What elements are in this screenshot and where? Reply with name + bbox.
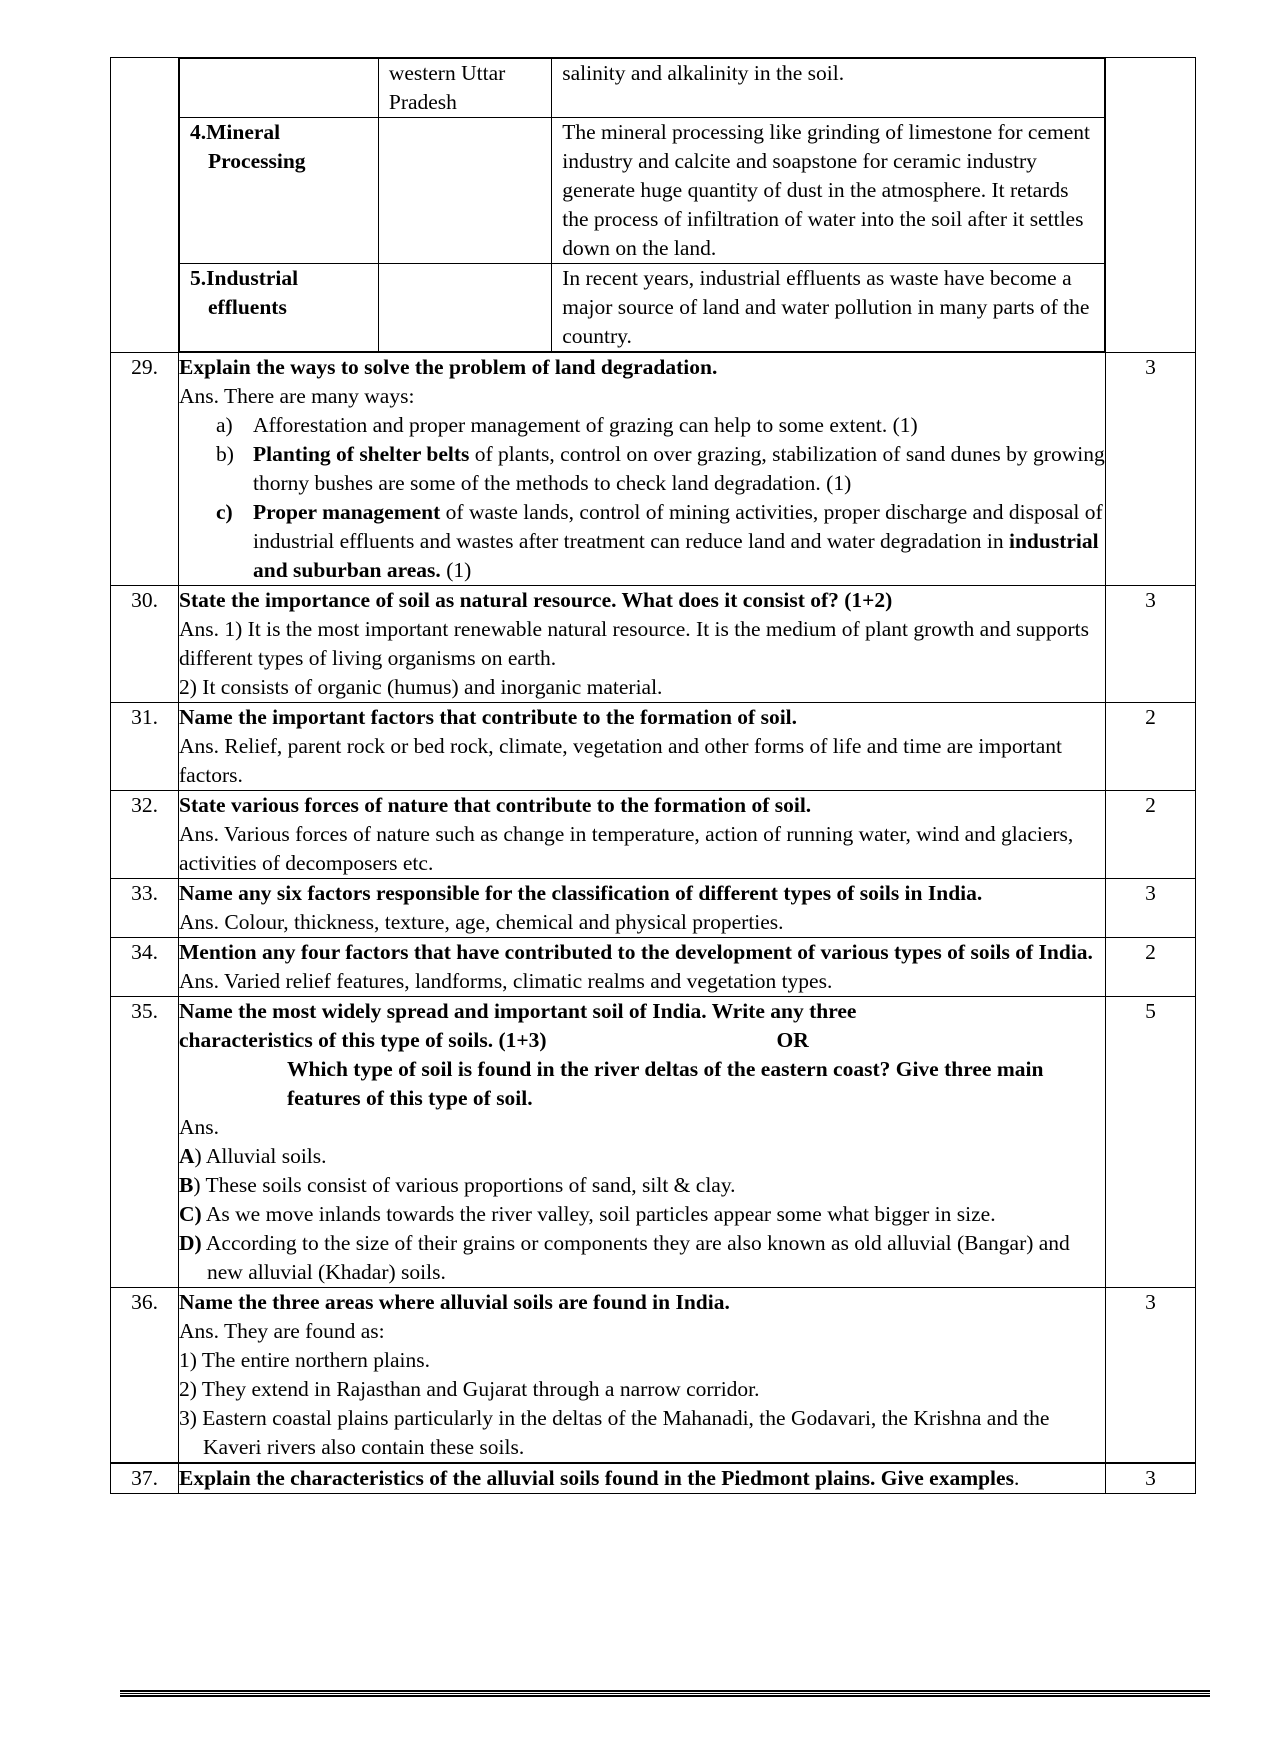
question-text: Name the most widely spread and important soil of India. Write any three xyxy=(179,999,857,1023)
question-text: Explain the characteristics of the alluvial soils found in the Piedmont plains. Give examples xyxy=(179,1466,1014,1490)
degradation-causes-table xyxy=(179,58,1105,352)
marks: 2 xyxy=(1106,791,1196,879)
questions-table xyxy=(110,57,1196,1494)
marks: 5 xyxy=(1106,997,1196,1288)
question-number: 33. xyxy=(111,879,179,938)
list-item: B) These soils consist of various proportions of sand, silt & clay. xyxy=(179,1173,736,1197)
answer-line: Ans. Various forces of nature such as change in temperature, action of running water, wind and glaciers, activities of decomposers etc. xyxy=(179,822,1074,875)
table-row xyxy=(111,791,1196,879)
list-item: c) Proper management of waste lands, control of mining activities, proper discharge and disposal of industrial effluents and wastes after treatment can reduce land and water degradation in industrial and suburban areas. (1) xyxy=(216,500,1103,582)
marks: 3 xyxy=(1106,1463,1196,1494)
question-number: 37. xyxy=(111,1463,179,1494)
table-row xyxy=(180,264,1105,352)
alternative-question: Which type of soil is found in the river deltas of the eastern coast? Give three main features of this type of soil. xyxy=(287,1057,1044,1110)
list-item: A) Alluvial soils. xyxy=(179,1144,327,1168)
question-number: 30. xyxy=(111,586,179,703)
table-row xyxy=(111,353,1196,586)
question-text: State various forces of nature that contribute to the formation of soil. xyxy=(179,793,812,817)
cause-cell: 5.Industrial effluents xyxy=(180,264,379,352)
marks: 2 xyxy=(1106,938,1196,997)
table-row xyxy=(111,879,1196,938)
effect-cell: The mineral processing like grinding of limestone for cement industry and calcite and soapstone for ceramic industry generate huge quantity of dust in the atmosphere. It retards the process of infiltration of water into the soil after it settles down on the land. xyxy=(552,118,1105,264)
question-text-wrapper: Explain the characteristics of the alluvial soils found in the Piedmont plains. Give examples. xyxy=(179,1466,1020,1490)
answer-line: 3) Eastern coastal plains particularly in the deltas of the Mahanadi, the Godavari, the Krishna and the Kaveri rivers also contain these soils. xyxy=(179,1406,1050,1459)
marks: 2 xyxy=(1106,703,1196,791)
or-label: OR xyxy=(776,1028,809,1052)
region-cell: western Uttar Pradesh xyxy=(378,59,551,118)
answer-list xyxy=(179,411,1105,585)
answer-line: Ans. Colour, thickness, texture, age, chemical and physical properties. xyxy=(179,910,784,934)
marks: 3 xyxy=(1106,879,1196,938)
table-row xyxy=(111,1463,1196,1494)
answer-line: Ans. Varied relief features, landforms, climatic realms and vegetation types. xyxy=(179,969,833,993)
table-row xyxy=(180,59,1105,118)
table-row xyxy=(111,997,1196,1288)
question-number: 32. xyxy=(111,791,179,879)
question-text: State the importance of soil as natural resource. What does it consist of? (1+2) xyxy=(179,588,893,612)
question-number: 35. xyxy=(111,997,179,1288)
footer-divider xyxy=(120,1690,1210,1697)
list-item: b) Planting of shelter belts of plants, control on over grazing, stabilization of sand dunes by growing thorny bushes are some of the methods to check land degradation. (1) xyxy=(216,442,1105,495)
region-cell xyxy=(378,118,551,264)
table-row xyxy=(111,586,1196,703)
answer-line: 2) It consists of organic (humus) and inorganic material. xyxy=(179,675,663,699)
question-number: 34. xyxy=(111,938,179,997)
degradation-causes-cell xyxy=(179,58,1106,353)
question-content xyxy=(179,1288,1106,1464)
answer-line: Ans. 1) It is the most important renewable natural resource. It is the medium of plant growth and supports different types of living organisms on earth. xyxy=(179,617,1089,670)
list-item: a) Afforestation and proper management of grazing can help to some extent. (1) xyxy=(216,413,918,437)
table-row xyxy=(111,58,1196,353)
question-content xyxy=(179,997,1106,1288)
answer-line: Ans. Relief, parent rock or bed rock, climate, vegetation and other forms of life and time are important factors. xyxy=(179,734,1062,787)
question-text-continued: characteristics of this type of soils. (1+3) OR xyxy=(179,1026,1105,1055)
question-content xyxy=(179,791,1106,879)
list-item: D) According to the size of their grains or components they are also known as old alluvial (Bangar) and new alluvial (Khadar) soils. xyxy=(179,1231,1070,1284)
question-text: Explain the ways to solve the problem of land degradation. xyxy=(179,355,718,379)
marks: 3 xyxy=(1106,353,1196,586)
page xyxy=(110,57,1195,1494)
question-number: 29. xyxy=(111,353,179,586)
question-text: Name the important factors that contribute to the formation of soil. xyxy=(179,705,798,729)
question-content xyxy=(179,703,1106,791)
answer-label: Ans. xyxy=(179,1115,220,1139)
effect-cell: salinity and alkalinity in the soil. xyxy=(552,59,1105,118)
region-cell xyxy=(378,264,551,352)
answer-line: Ans. They are found as: xyxy=(179,1319,385,1343)
question-content xyxy=(179,1463,1106,1494)
cause-cell: 4.Mineral Processing xyxy=(180,118,379,264)
question-content xyxy=(179,353,1106,586)
list-item: C) As we move inlands towards the river valley, soil particles appear some what bigger in size. xyxy=(179,1202,996,1226)
table-row xyxy=(111,938,1196,997)
answer-line: 2) They extend in Rajasthan and Gujarat through a narrow corridor. xyxy=(179,1377,760,1401)
question-number: 31. xyxy=(111,703,179,791)
table-row xyxy=(111,1288,1196,1464)
question-text: Name any six factors responsible for the classification of different types of soils in India. xyxy=(179,881,983,905)
answer-line: 1) The entire northern plains. xyxy=(179,1348,430,1372)
table-row xyxy=(180,118,1105,264)
answer-intro: Ans. There are many ways: xyxy=(179,384,415,408)
table-row xyxy=(111,703,1196,791)
marks: 3 xyxy=(1106,1288,1196,1464)
effect-cell: In recent years, industrial effluents as waste have become a major source of land and water pollution in many parts of the country. xyxy=(552,264,1105,352)
question-content xyxy=(179,938,1106,997)
question-content xyxy=(179,586,1106,703)
marks: 3 xyxy=(1106,586,1196,703)
question-content xyxy=(179,879,1106,938)
question-text: Name the three areas where alluvial soils are found in India. xyxy=(179,1290,730,1314)
question-text: Mention any four factors that have contributed to the development of various types of soils of India. xyxy=(179,940,1093,964)
question-number: 36. xyxy=(111,1288,179,1464)
